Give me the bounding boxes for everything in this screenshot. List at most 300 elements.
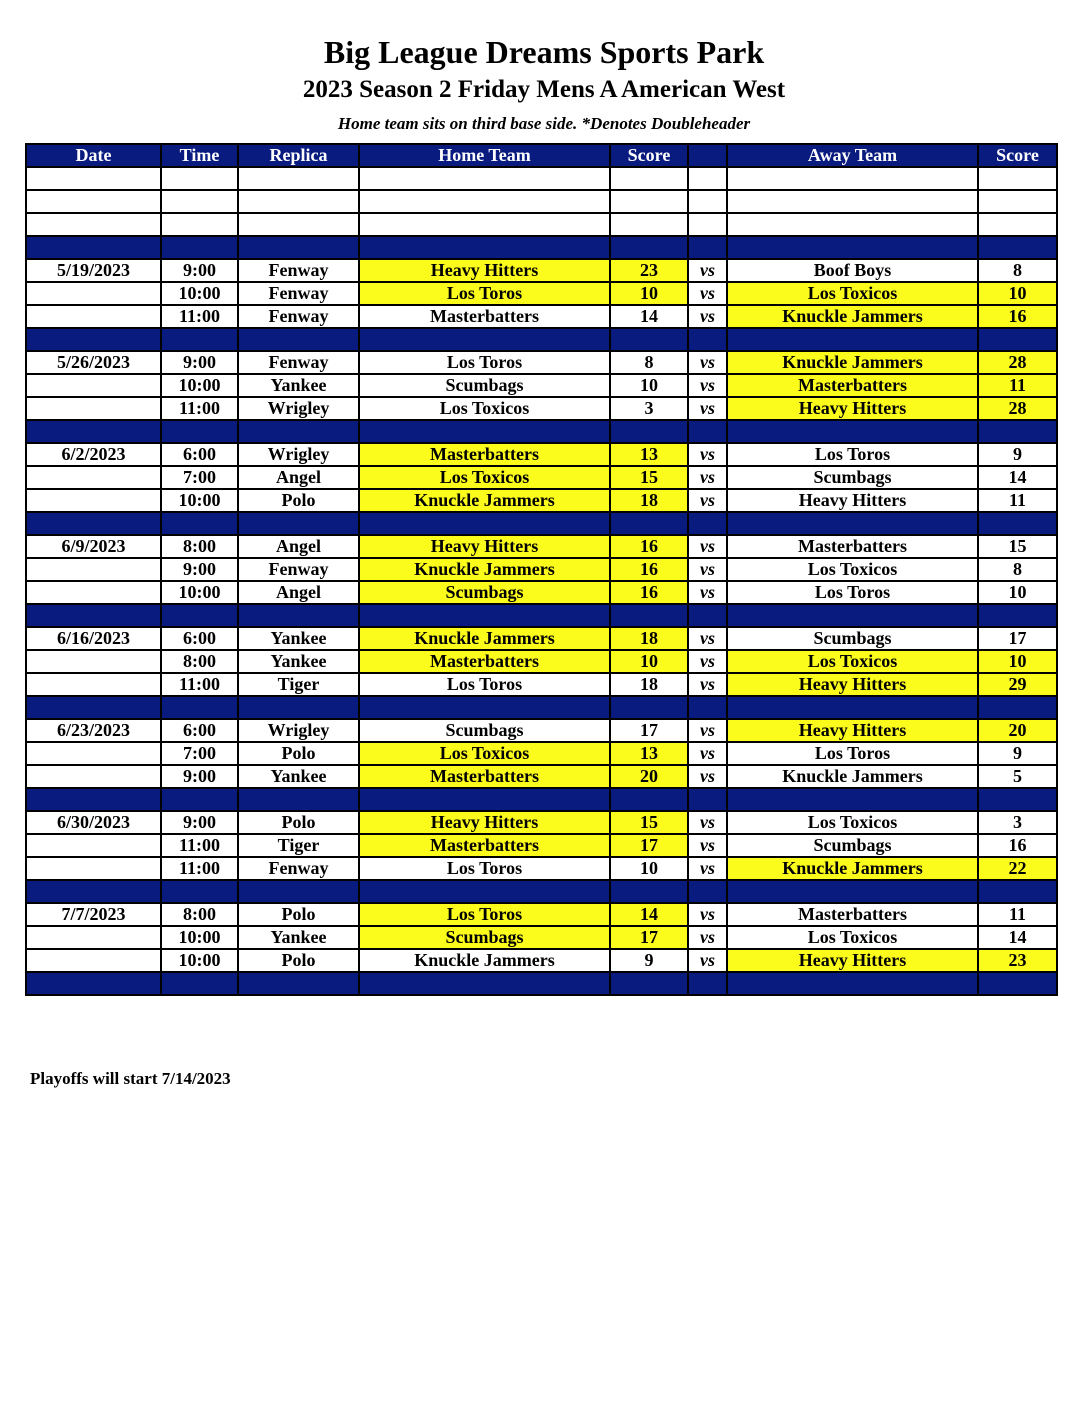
separator-cell [688, 236, 727, 259]
cell-home-team: Scumbags [359, 581, 610, 604]
game-row [26, 351, 1057, 374]
cell-home-team: Los Toros [359, 351, 610, 374]
cell-replica: Angel [238, 466, 359, 489]
cell-time: 11:00 [161, 305, 238, 328]
cell-replica: Polo [238, 742, 359, 765]
cell-home-score: 17 [610, 834, 688, 857]
blank-cell [727, 213, 978, 236]
cell-replica: Wrigley [238, 397, 359, 420]
cell-home-team: Masterbatters [359, 834, 610, 857]
blank-cell [610, 213, 688, 236]
separator-row [26, 972, 1057, 995]
cell-home-team: Knuckle Jammers [359, 627, 610, 650]
cell-date: 6/23/2023 [26, 719, 161, 742]
cell-date [26, 765, 161, 788]
cell-time: 11:00 [161, 834, 238, 857]
cell-replica: Angel [238, 535, 359, 558]
column-header-away-team: Away Team [727, 144, 978, 167]
cell-away-score: 16 [978, 834, 1057, 857]
cell-date [26, 397, 161, 420]
cell-away-score: 3 [978, 811, 1057, 834]
separator-cell [978, 696, 1057, 719]
blank-cell [359, 190, 610, 213]
separator-cell [610, 788, 688, 811]
cell-home-score: 8 [610, 351, 688, 374]
blank-cell [26, 167, 161, 190]
cell-time: 10:00 [161, 581, 238, 604]
blank-cell [359, 167, 610, 190]
cell-home-score: 23 [610, 259, 688, 282]
cell-vs: vs [688, 719, 727, 742]
game-row [26, 719, 1057, 742]
cell-date [26, 282, 161, 305]
cell-date: 6/9/2023 [26, 535, 161, 558]
cell-time: 10:00 [161, 949, 238, 972]
cell-replica: Fenway [238, 282, 359, 305]
blank-cell [688, 213, 727, 236]
cell-away-score: 11 [978, 903, 1057, 926]
separator-cell [727, 236, 978, 259]
cell-replica: Polo [238, 903, 359, 926]
blank-cell [238, 190, 359, 213]
blank-cell [610, 190, 688, 213]
separator-cell [161, 328, 238, 351]
cell-away-score: 20 [978, 719, 1057, 742]
game-row [26, 627, 1057, 650]
cell-time: 8:00 [161, 903, 238, 926]
separator-cell [610, 420, 688, 443]
cell-date [26, 857, 161, 880]
separator-cell [688, 880, 727, 903]
cell-vs: vs [688, 742, 727, 765]
cell-time: 7:00 [161, 466, 238, 489]
cell-replica: Polo [238, 489, 359, 512]
blank-row [26, 167, 1057, 190]
cell-home-score: 9 [610, 949, 688, 972]
cell-date: 5/26/2023 [26, 351, 161, 374]
game-row [26, 949, 1057, 972]
blank-cell [978, 190, 1057, 213]
cell-replica: Fenway [238, 305, 359, 328]
blank-cell [161, 167, 238, 190]
blank-cell [727, 167, 978, 190]
cell-home-team: Heavy Hitters [359, 535, 610, 558]
cell-time: 9:00 [161, 558, 238, 581]
separator-cell [688, 604, 727, 627]
cell-date [26, 581, 161, 604]
cell-vs: vs [688, 466, 727, 489]
cell-home-team: Masterbatters [359, 305, 610, 328]
cell-away-team: Los Toxicos [727, 282, 978, 305]
separator-cell [727, 696, 978, 719]
game-row [26, 926, 1057, 949]
cell-time: 9:00 [161, 811, 238, 834]
cell-home-score: 18 [610, 673, 688, 696]
cell-away-score: 22 [978, 857, 1057, 880]
blank-cell [727, 190, 978, 213]
separator-cell [610, 512, 688, 535]
separator-cell [359, 236, 610, 259]
separator-cell [238, 328, 359, 351]
blank-cell [26, 190, 161, 213]
game-row [26, 903, 1057, 926]
cell-away-score: 10 [978, 581, 1057, 604]
cell-vs: vs [688, 857, 727, 880]
game-row [26, 857, 1057, 880]
cell-home-team: Los Toros [359, 903, 610, 926]
cell-home-score: 15 [610, 466, 688, 489]
separator-cell [727, 788, 978, 811]
cell-away-score: 9 [978, 443, 1057, 466]
cell-vs: vs [688, 811, 727, 834]
separator-row [26, 328, 1057, 351]
cell-date [26, 489, 161, 512]
cell-replica: Fenway [238, 558, 359, 581]
cell-replica: Yankee [238, 650, 359, 673]
page-subtitle: 2023 Season 2 Friday Mens A American West [302, 76, 786, 103]
cell-time: 10:00 [161, 489, 238, 512]
cell-time: 6:00 [161, 443, 238, 466]
cell-replica: Yankee [238, 765, 359, 788]
cell-time: 8:00 [161, 650, 238, 673]
cell-away-team: Los Toxicos [727, 811, 978, 834]
separator-cell [26, 972, 161, 995]
cell-away-team: Scumbags [727, 834, 978, 857]
cell-home-score: 16 [610, 581, 688, 604]
page-title: Big League Dreams Sports Park [323, 34, 765, 70]
separator-cell [161, 788, 238, 811]
cell-home-team: Heavy Hitters [359, 811, 610, 834]
cell-vs: vs [688, 558, 727, 581]
separator-cell [26, 512, 161, 535]
separator-row [26, 604, 1057, 627]
cell-home-team: Masterbatters [359, 443, 610, 466]
cell-home-team: Heavy Hitters [359, 259, 610, 282]
cell-date [26, 466, 161, 489]
cell-away-score: 11 [978, 489, 1057, 512]
game-row [26, 650, 1057, 673]
cell-away-score: 10 [978, 650, 1057, 673]
separator-cell [610, 972, 688, 995]
cell-home-score: 14 [610, 305, 688, 328]
separator-cell [610, 328, 688, 351]
cell-vs: vs [688, 305, 727, 328]
cell-vs: vs [688, 535, 727, 558]
blank-cell [161, 190, 238, 213]
cell-home-score: 3 [610, 397, 688, 420]
separator-cell [161, 696, 238, 719]
separator-cell [26, 420, 161, 443]
schedule-table [25, 143, 1058, 996]
column-header-away-score: Score [978, 144, 1057, 167]
cell-vs: vs [688, 374, 727, 397]
game-row [26, 765, 1057, 788]
cell-replica: Angel [238, 581, 359, 604]
cell-away-team: Knuckle Jammers [727, 351, 978, 374]
separator-cell [238, 604, 359, 627]
cell-away-score: 10 [978, 282, 1057, 305]
blank-cell [688, 190, 727, 213]
separator-row [26, 880, 1057, 903]
separator-cell [359, 880, 610, 903]
blank-cell [610, 167, 688, 190]
separator-cell [727, 604, 978, 627]
table-header-row [26, 144, 1057, 167]
cell-vs: vs [688, 489, 727, 512]
cell-home-score: 16 [610, 558, 688, 581]
schedule-body [26, 167, 1057, 995]
cell-away-score: 28 [978, 351, 1057, 374]
cell-time: 9:00 [161, 765, 238, 788]
separator-cell [727, 880, 978, 903]
separator-cell [26, 880, 161, 903]
cell-replica: Yankee [238, 627, 359, 650]
cell-date: 6/2/2023 [26, 443, 161, 466]
separator-row [26, 512, 1057, 535]
separator-cell [727, 972, 978, 995]
cell-away-score: 28 [978, 397, 1057, 420]
game-row [26, 811, 1057, 834]
cell-away-team: Scumbags [727, 627, 978, 650]
cell-vs: vs [688, 443, 727, 466]
separator-cell [359, 604, 610, 627]
cell-vs: vs [688, 926, 727, 949]
cell-date [26, 742, 161, 765]
cell-date: 5/19/2023 [26, 259, 161, 282]
cell-replica: Wrigley [238, 443, 359, 466]
separator-cell [238, 236, 359, 259]
game-row [26, 489, 1057, 512]
cell-away-team: Heavy Hitters [727, 673, 978, 696]
cell-replica: Fenway [238, 857, 359, 880]
cell-away-score: 11 [978, 374, 1057, 397]
cell-vs: vs [688, 397, 727, 420]
cell-replica: Fenway [238, 351, 359, 374]
cell-time: 9:00 [161, 351, 238, 374]
cell-date [26, 834, 161, 857]
game-row [26, 673, 1057, 696]
game-row [26, 581, 1057, 604]
cell-home-team: Masterbatters [359, 765, 610, 788]
game-row [26, 282, 1057, 305]
separator-cell [978, 604, 1057, 627]
separator-cell [161, 236, 238, 259]
cell-vs: vs [688, 903, 727, 926]
game-row [26, 834, 1057, 857]
separator-cell [978, 788, 1057, 811]
cell-away-score: 9 [978, 742, 1057, 765]
cell-replica: Polo [238, 949, 359, 972]
cell-replica: Tiger [238, 673, 359, 696]
separator-cell [688, 420, 727, 443]
separator-cell [238, 972, 359, 995]
cell-home-team: Los Toxicos [359, 742, 610, 765]
cell-home-team: Los Toros [359, 282, 610, 305]
cell-home-score: 18 [610, 489, 688, 512]
separator-cell [688, 788, 727, 811]
separator-cell [359, 328, 610, 351]
cell-home-team: Scumbags [359, 374, 610, 397]
cell-time: 11:00 [161, 397, 238, 420]
game-row [26, 742, 1057, 765]
cell-date [26, 949, 161, 972]
column-header-home-team: Home Team [359, 144, 610, 167]
cell-vs: vs [688, 259, 727, 282]
separator-cell [727, 420, 978, 443]
cell-replica: Yankee [238, 374, 359, 397]
separator-cell [978, 880, 1057, 903]
cell-date: 6/16/2023 [26, 627, 161, 650]
separator-cell [978, 420, 1057, 443]
game-row [26, 466, 1057, 489]
cell-home-team: Scumbags [359, 719, 610, 742]
cell-date [26, 673, 161, 696]
cell-date: 7/7/2023 [26, 903, 161, 926]
blank-cell [238, 167, 359, 190]
blank-row [26, 213, 1057, 236]
cell-home-team: Scumbags [359, 926, 610, 949]
separator-cell [610, 696, 688, 719]
separator-cell [359, 512, 610, 535]
cell-away-score: 8 [978, 558, 1057, 581]
cell-away-team: Heavy Hitters [727, 397, 978, 420]
cell-away-team: Heavy Hitters [727, 489, 978, 512]
cell-time: 10:00 [161, 282, 238, 305]
separator-cell [978, 236, 1057, 259]
cell-away-team: Boof Boys [727, 259, 978, 282]
schedule-note: Home team sits on third base side. *Denotes Doubleheader [337, 114, 751, 133]
game-row [26, 259, 1057, 282]
cell-replica: Yankee [238, 926, 359, 949]
cell-away-team: Knuckle Jammers [727, 305, 978, 328]
cell-time: 11:00 [161, 857, 238, 880]
separator-cell [727, 328, 978, 351]
cell-home-score: 10 [610, 374, 688, 397]
separator-cell [238, 696, 359, 719]
column-header-replica: Replica [238, 144, 359, 167]
cell-away-team: Heavy Hitters [727, 949, 978, 972]
cell-home-team: Knuckle Jammers [359, 489, 610, 512]
separator-row [26, 236, 1057, 259]
separator-cell [610, 880, 688, 903]
cell-vs: vs [688, 949, 727, 972]
cell-home-team: Knuckle Jammers [359, 949, 610, 972]
cell-away-score: 15 [978, 535, 1057, 558]
playoffs-note: Playoffs will start 7/14/2023 [30, 1069, 231, 1088]
cell-home-score: 17 [610, 926, 688, 949]
cell-away-team: Los Toxicos [727, 558, 978, 581]
cell-time: 6:00 [161, 627, 238, 650]
separator-cell [978, 328, 1057, 351]
cell-replica: Tiger [238, 834, 359, 857]
column-header-home-score: Score [610, 144, 688, 167]
cell-away-team: Masterbatters [727, 374, 978, 397]
separator-cell [161, 972, 238, 995]
cell-home-score: 20 [610, 765, 688, 788]
separator-cell [359, 972, 610, 995]
cell-away-team: Los Toxicos [727, 650, 978, 673]
separator-cell [238, 880, 359, 903]
separator-cell [161, 420, 238, 443]
cell-home-team: Los Toros [359, 857, 610, 880]
cell-home-score: 13 [610, 742, 688, 765]
cell-away-team: Los Toros [727, 581, 978, 604]
cell-away-score: 23 [978, 949, 1057, 972]
separator-cell [161, 512, 238, 535]
cell-time: 8:00 [161, 535, 238, 558]
cell-home-team: Knuckle Jammers [359, 558, 610, 581]
separator-cell [727, 512, 978, 535]
cell-time: 7:00 [161, 742, 238, 765]
cell-away-team: Knuckle Jammers [727, 857, 978, 880]
cell-away-team: Masterbatters [727, 903, 978, 926]
cell-home-team: Los Toxicos [359, 466, 610, 489]
cell-home-team: Masterbatters [359, 650, 610, 673]
game-row [26, 305, 1057, 328]
cell-vs: vs [688, 581, 727, 604]
cell-home-score: 10 [610, 650, 688, 673]
cell-vs: vs [688, 282, 727, 305]
game-row [26, 558, 1057, 581]
separator-cell [26, 788, 161, 811]
blank-cell [688, 167, 727, 190]
cell-away-score: 29 [978, 673, 1057, 696]
cell-away-score: 8 [978, 259, 1057, 282]
cell-time: 10:00 [161, 374, 238, 397]
cell-home-score: 10 [610, 282, 688, 305]
cell-away-score: 17 [978, 627, 1057, 650]
cell-away-score: 16 [978, 305, 1057, 328]
separator-cell [359, 420, 610, 443]
game-row [26, 374, 1057, 397]
cell-home-score: 13 [610, 443, 688, 466]
cell-home-score: 17 [610, 719, 688, 742]
blank-cell [161, 213, 238, 236]
column-header-date: Date [26, 144, 161, 167]
cell-home-score: 10 [610, 857, 688, 880]
separator-cell [688, 972, 727, 995]
cell-home-score: 16 [610, 535, 688, 558]
cell-away-team: Scumbags [727, 466, 978, 489]
separator-cell [688, 328, 727, 351]
blank-cell [26, 213, 161, 236]
cell-away-team: Heavy Hitters [727, 719, 978, 742]
separator-cell [161, 880, 238, 903]
separator-cell [26, 696, 161, 719]
cell-date [26, 650, 161, 673]
separator-cell [610, 604, 688, 627]
cell-away-team: Los Toxicos [727, 926, 978, 949]
cell-away-team: Los Toros [727, 742, 978, 765]
blank-cell [238, 213, 359, 236]
column-header-vs [688, 144, 727, 167]
separator-cell [688, 696, 727, 719]
blank-cell [978, 213, 1057, 236]
cell-vs: vs [688, 765, 727, 788]
cell-home-team: Los Toros [359, 673, 610, 696]
cell-replica: Fenway [238, 259, 359, 282]
separator-cell [238, 788, 359, 811]
cell-away-score: 14 [978, 926, 1057, 949]
blank-row [26, 190, 1057, 213]
game-row [26, 535, 1057, 558]
blank-cell [359, 213, 610, 236]
separator-cell [238, 420, 359, 443]
separator-cell [26, 604, 161, 627]
cell-away-team: Masterbatters [727, 535, 978, 558]
cell-vs: vs [688, 673, 727, 696]
separator-cell [161, 604, 238, 627]
